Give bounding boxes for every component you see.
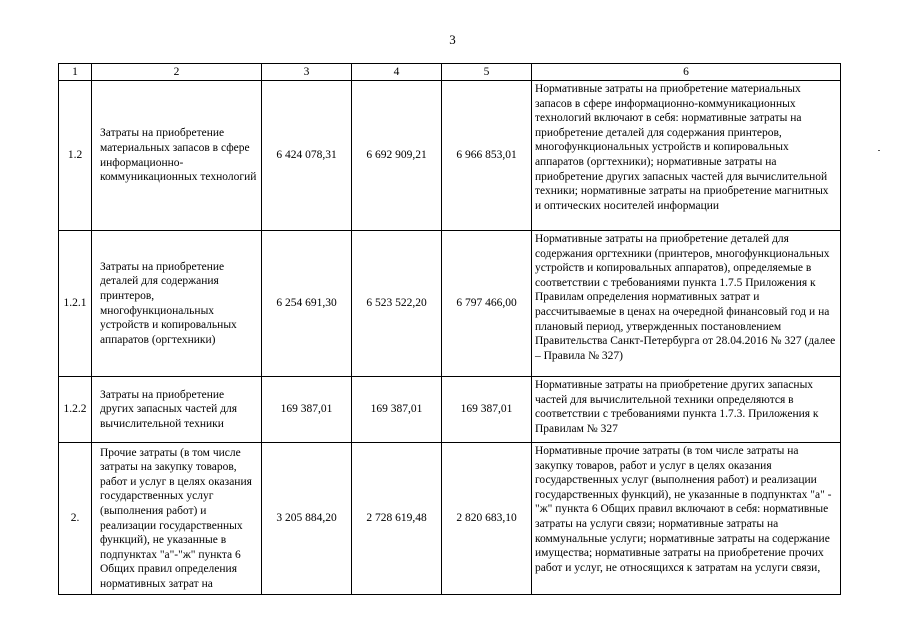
header-cell: 5 xyxy=(442,64,532,81)
row-number: 2. xyxy=(59,443,92,595)
value-year-2: 169 387,01 xyxy=(352,377,442,443)
cost-item-name: Затраты на приобретение других запасных частей для вычислительной техники xyxy=(92,377,262,443)
cost-item-description: Нормативные затраты на приобретение деталей для содержания оргтехники (принтеров, многофункциональных устройств и копировальных аппаратов), определяемые в соответствии с требованиями пункта 1.7.5 Приложения к Правилам определения нормативных затрат и рассчитываемые в ценах на очередной финансовый год и на плановый период, утвержденных постановлением Правительства Санкт-Петербурга от 28.04.2016 № 327 (далее – Правила № 327) xyxy=(532,231,841,377)
cost-item-description: Нормативные затраты на приобретение других запасных частей для вычислительной техники определяются в соответствии с требованиями пункта 1.7.3. Приложения к Правилам № 327 xyxy=(532,377,841,443)
header-cell: 6 xyxy=(532,64,841,81)
cost-item-name: Затраты на приобретение материальных запасов в сфере информационно-коммуникационных технологий xyxy=(92,81,262,231)
value-year-2: 2 728 619,48 xyxy=(352,443,442,595)
value-year-2: 6 523 522,20 xyxy=(352,231,442,377)
header-cell: 2 xyxy=(92,64,262,81)
value-year-1: 6 424 078,31 xyxy=(262,81,352,231)
row-number: 1.2.1 xyxy=(59,231,92,377)
value-year-1: 3 205 884,20 xyxy=(262,443,352,595)
header-cell: 3 xyxy=(262,64,352,81)
table-row xyxy=(59,377,841,443)
cost-item-description: Нормативные затраты на приобретение материальных запасов в сфере информационно-коммуникационных технологий включают в себя: нормативные затраты на приобретение деталей для содержания принтеров, многофункциональных устройств и копировальных аппаратов (оргтехники); нормативные затраты на приобретение других запасных частей для вычислительной техники; нормативные затраты на приобретение магнитных и оптических носителей информации xyxy=(532,81,841,231)
value-year-3: 6 966 853,01 xyxy=(442,81,532,231)
page-number: 3 xyxy=(449,32,456,47)
header-cell: 1 xyxy=(59,64,92,81)
cost-item-name: Прочие затраты (в том числе затраты на закупку товаров, работ и услуг в целях оказания государственных услуг (выполнения работ) и реализации государственных функций), не указанные в подпунктах "а"-"ж" пункта 6 Общих правил определения нормативных затрат на xyxy=(92,443,262,595)
table-row xyxy=(59,81,841,231)
cost-table xyxy=(58,63,841,595)
header-cell: 4 xyxy=(352,64,442,81)
value-year-2: 6 692 909,21 xyxy=(352,81,442,231)
row-number: 1.2.2 xyxy=(59,377,92,443)
value-year-3: 6 797 466,00 xyxy=(442,231,532,377)
row-number: 1.2 xyxy=(59,81,92,231)
table-row xyxy=(59,231,841,377)
value-year-1: 169 387,01 xyxy=(262,377,352,443)
cost-item-name: Затраты на приобретение деталей для содержания принтеров, многофункциональных устройств и копировальных аппаратов (оргтехники) xyxy=(92,231,262,377)
table-header-row xyxy=(59,64,841,81)
value-year-1: 6 254 691,30 xyxy=(262,231,352,377)
value-year-3: 169 387,01 xyxy=(442,377,532,443)
cost-item-description: Нормативные прочие затраты (в том числе затраты на закупку товаров, работ и услуг в целях оказания государственных услуг (выполнения работ) и реализации государственных функций), не указанные в подпунктах "а" - "ж" пункта 6 Общих правил включают в себя: нормативные затраты на услуги связи; нормативные затраты на коммунальные услуги; нормативные затраты на содержание имущества; нормативные затраты на приобретение прочих работ и услуг, не относящихся к затратам на услуги связи, xyxy=(532,443,841,595)
scan-speck xyxy=(878,150,880,151)
value-year-3: 2 820 683,10 xyxy=(442,443,532,595)
table-row xyxy=(59,443,841,595)
